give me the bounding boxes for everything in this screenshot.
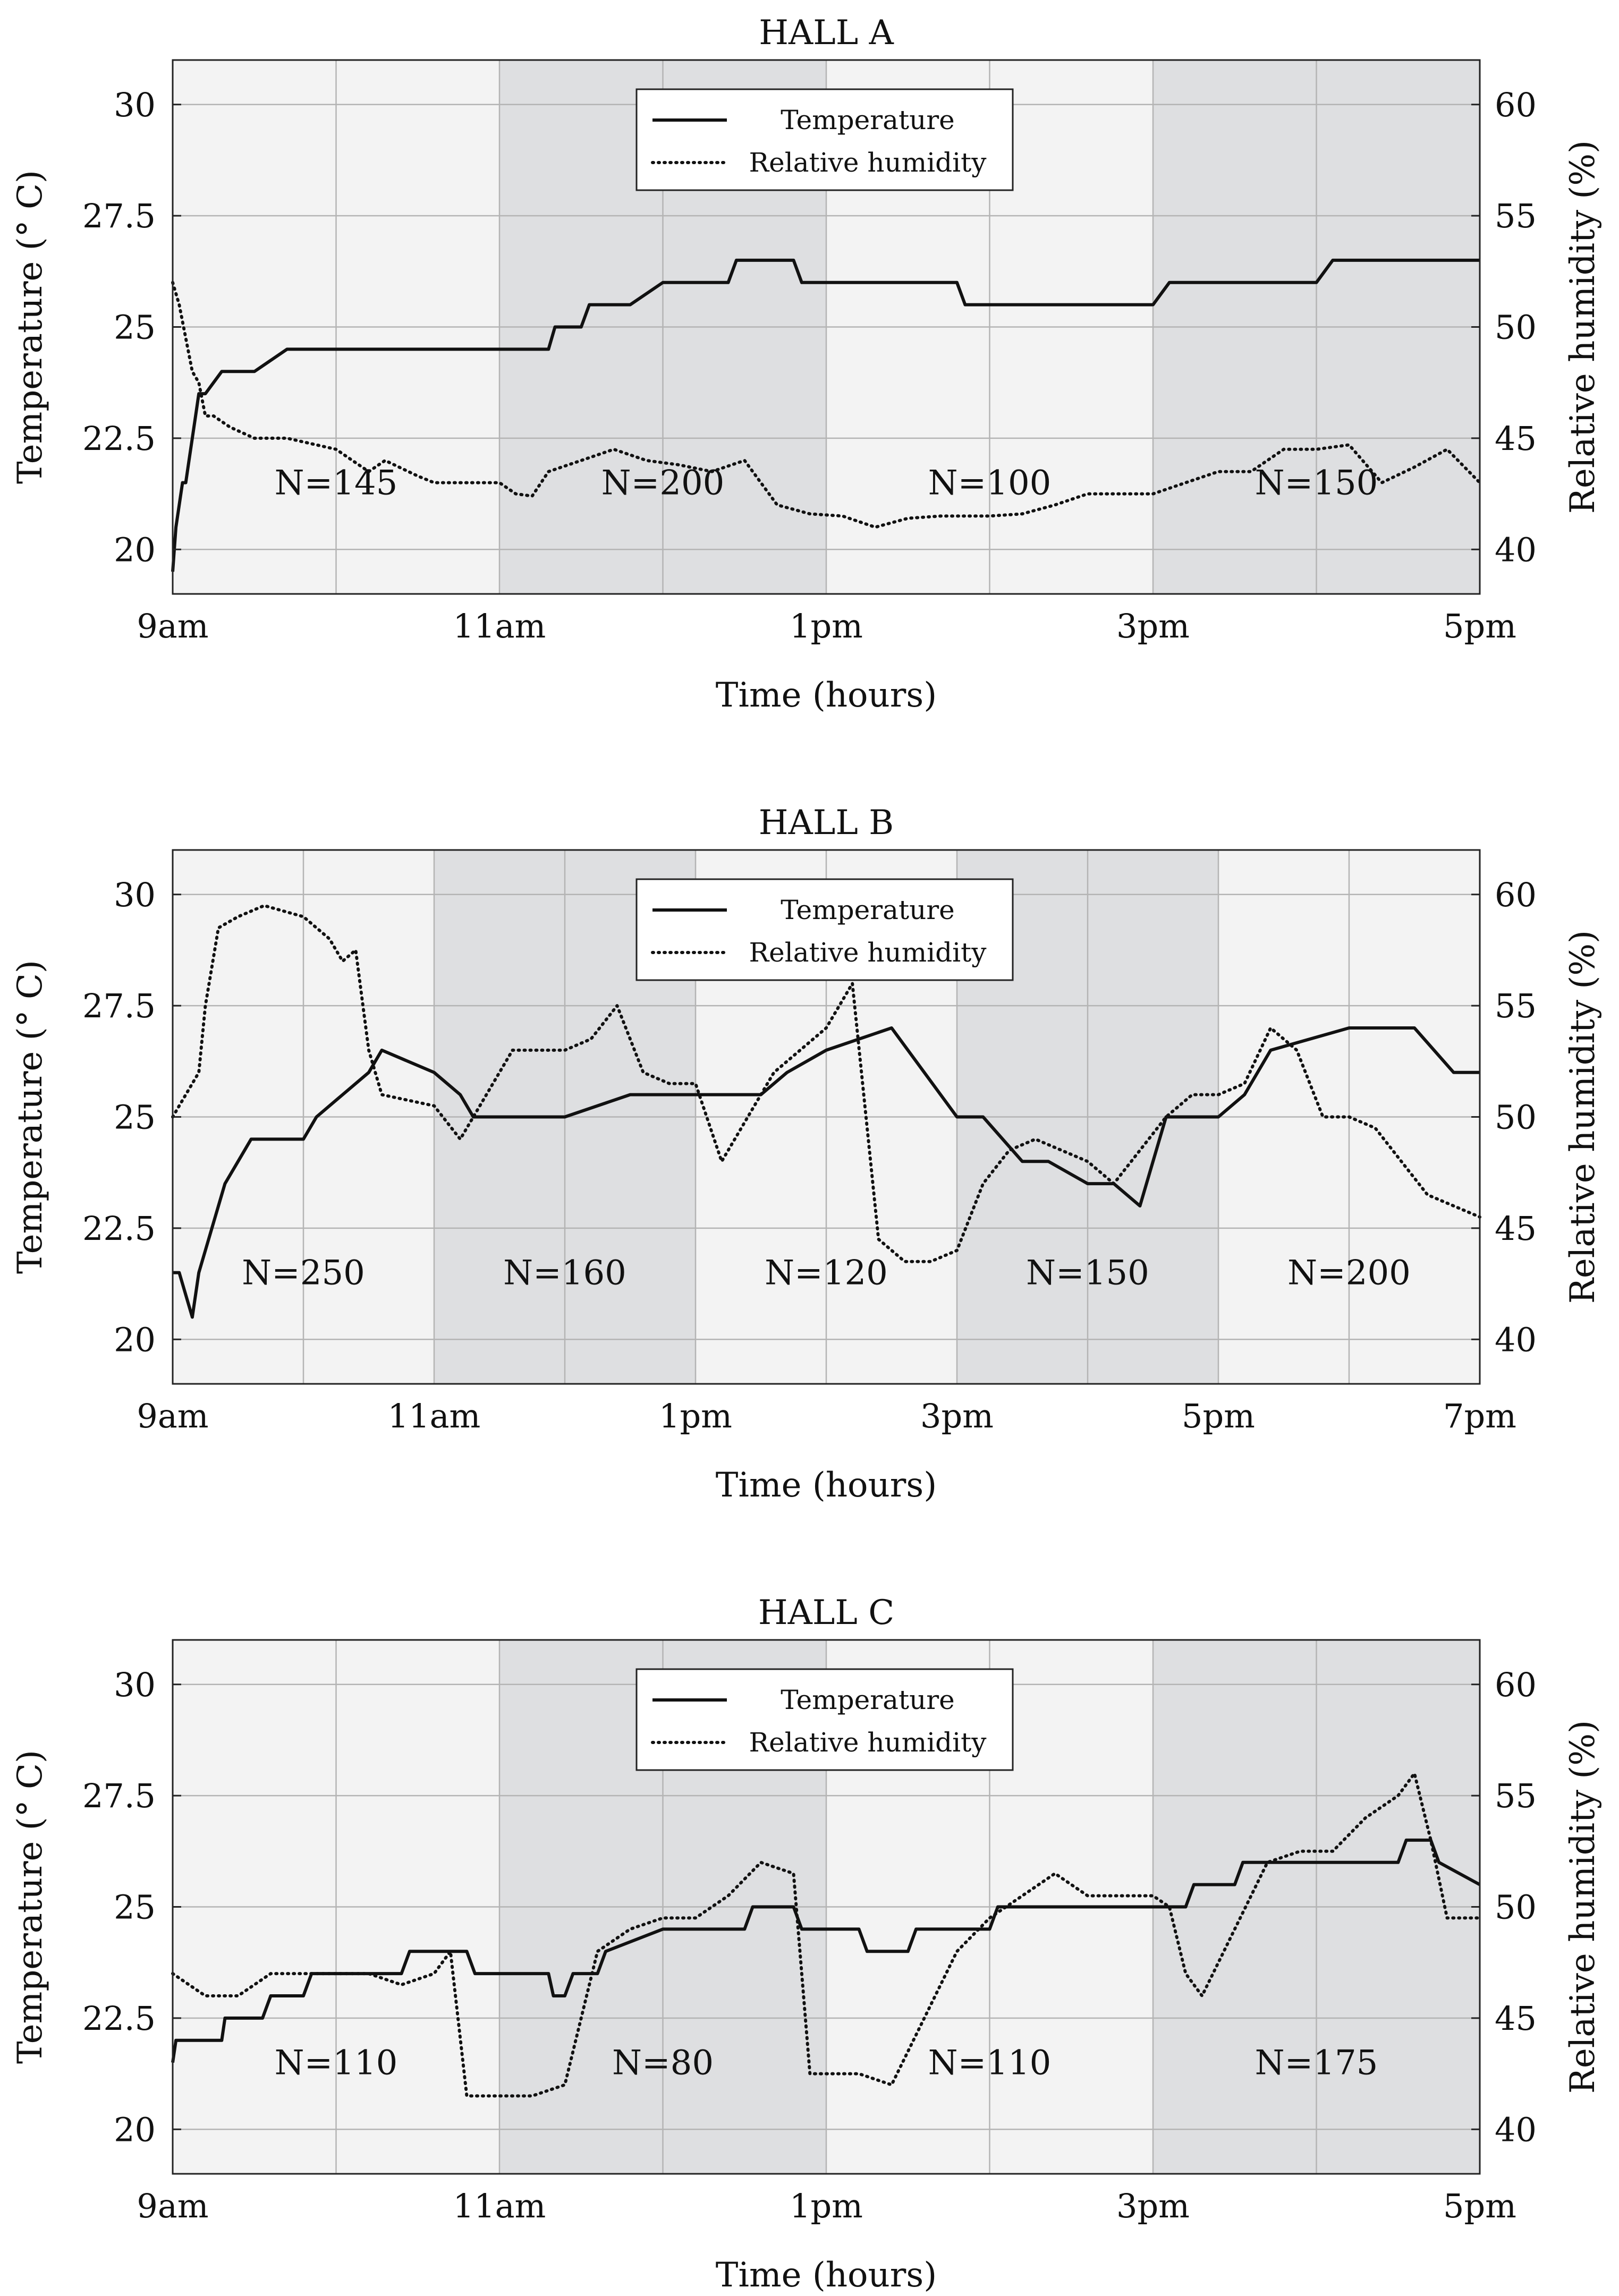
band-label-2: N=160 (503, 1253, 626, 1293)
y-axis-label-right: Relative humidity (%) (1563, 930, 1603, 1304)
legend (637, 879, 1013, 980)
band-label-4: N=150 (1254, 463, 1378, 503)
legend-label: Temperature (781, 1685, 955, 1715)
y-tick-label-left: 27.5 (82, 1776, 156, 1816)
chart-panel-2 (11, 803, 1603, 1505)
chart-title: HALL A (759, 13, 894, 53)
y-tick-label-right: 45 (1495, 1209, 1537, 1248)
band-label-2: N=200 (601, 463, 725, 503)
x-tick-label: 1pm (790, 2187, 863, 2225)
legend (637, 1669, 1013, 1770)
y-tick-label-right: 60 (1495, 1665, 1537, 1704)
x-tick-label: 9am (137, 607, 209, 645)
band-label-3: N=120 (765, 1253, 888, 1293)
y-axis-label-left: Temperature (° C) (11, 960, 50, 1274)
y-tick-label-left: 22.5 (82, 419, 156, 458)
y-tick-label-left: 22.5 (82, 1999, 156, 2038)
y-tick-label-left: 22.5 (82, 1209, 156, 1248)
y-tick-label-left: 20 (114, 530, 156, 569)
y-tick-label-right: 50 (1495, 1887, 1537, 1927)
x-tick-label: 9am (137, 1397, 209, 1435)
y-tick-label-right: 60 (1495, 875, 1537, 914)
x-tick-label: 5pm (1443, 607, 1516, 645)
x-tick-label: 5pm (1182, 1397, 1255, 1435)
legend-label: Temperature (781, 105, 955, 135)
x-tick-label: 11am (387, 1397, 481, 1435)
y-axis-label-left: Temperature (° C) (11, 1750, 50, 2064)
x-tick-label: 3pm (1116, 2187, 1190, 2225)
y-tick-label-left: 27.5 (82, 987, 156, 1026)
x-tick-label: 3pm (920, 1397, 994, 1435)
x-tick-label: 11am (453, 2187, 546, 2225)
x-tick-label: 9am (137, 2187, 209, 2225)
chart-title: HALL C (758, 1593, 895, 1632)
y-tick-label-right: 50 (1495, 308, 1537, 347)
y-tick-label-left: 30 (114, 1665, 156, 1704)
y-tick-label-left: 25 (114, 308, 156, 347)
y-tick-label-left: 25 (114, 1098, 156, 1137)
x-tick-label: 5pm (1443, 2187, 1516, 2225)
legend-label: Relative humidity (749, 1727, 987, 1758)
y-tick-label-right: 55 (1495, 1776, 1537, 1816)
band-label-1: N=250 (242, 1253, 365, 1293)
x-axis-label: Time (hours) (715, 2256, 937, 2295)
band-label-1: N=110 (274, 2043, 398, 2083)
x-tick-label: 1pm (790, 607, 863, 645)
y-tick-label-right: 50 (1495, 1098, 1537, 1137)
y-tick-label-left: 30 (114, 85, 156, 124)
chart-panel-3 (11, 1593, 1603, 2295)
y-tick-label-right: 60 (1495, 85, 1537, 124)
y-tick-label-right: 55 (1495, 987, 1537, 1026)
y-axis-label-right: Relative humidity (%) (1563, 140, 1603, 514)
x-axis-label: Time (hours) (715, 676, 937, 715)
y-tick-label-right: 45 (1495, 419, 1537, 458)
y-tick-label-left: 20 (114, 1320, 156, 1359)
band-label-1: N=145 (274, 463, 398, 503)
band-label-3: N=100 (928, 463, 1052, 503)
x-tick-label: 11am (453, 607, 546, 645)
x-axis-label: Time (hours) (715, 1466, 937, 1505)
x-tick-label: 1pm (659, 1397, 732, 1435)
x-tick-label: 7pm (1443, 1397, 1516, 1435)
band-label-5: N=200 (1287, 1253, 1411, 1293)
band-label-3: N=110 (928, 2043, 1052, 2083)
y-tick-label-left: 20 (114, 2110, 156, 2149)
legend (637, 89, 1013, 190)
y-tick-label-left: 30 (114, 875, 156, 914)
band-label-4: N=175 (1254, 2043, 1378, 2083)
band-label-2: N=80 (612, 2043, 714, 2083)
x-tick-label: 3pm (1116, 607, 1190, 645)
y-tick-label-left: 27.5 (82, 197, 156, 236)
legend-label: Relative humidity (749, 147, 987, 178)
legend-label: Relative humidity (749, 937, 987, 968)
chart-title: HALL B (758, 803, 894, 843)
y-tick-label-right: 55 (1495, 197, 1537, 236)
y-tick-label-left: 25 (114, 1887, 156, 1927)
legend-label: Temperature (781, 895, 955, 925)
y-tick-label-right: 45 (1495, 1999, 1537, 2038)
band-label-4: N=150 (1026, 1253, 1149, 1293)
y-tick-label-right: 40 (1495, 530, 1537, 569)
y-axis-label-right: Relative humidity (%) (1563, 1720, 1603, 2094)
y-axis-label-left: Temperature (° C) (11, 170, 50, 484)
y-tick-label-right: 40 (1495, 2110, 1537, 2149)
y-tick-label-right: 40 (1495, 1320, 1537, 1359)
chart-panel-1 (11, 13, 1603, 715)
